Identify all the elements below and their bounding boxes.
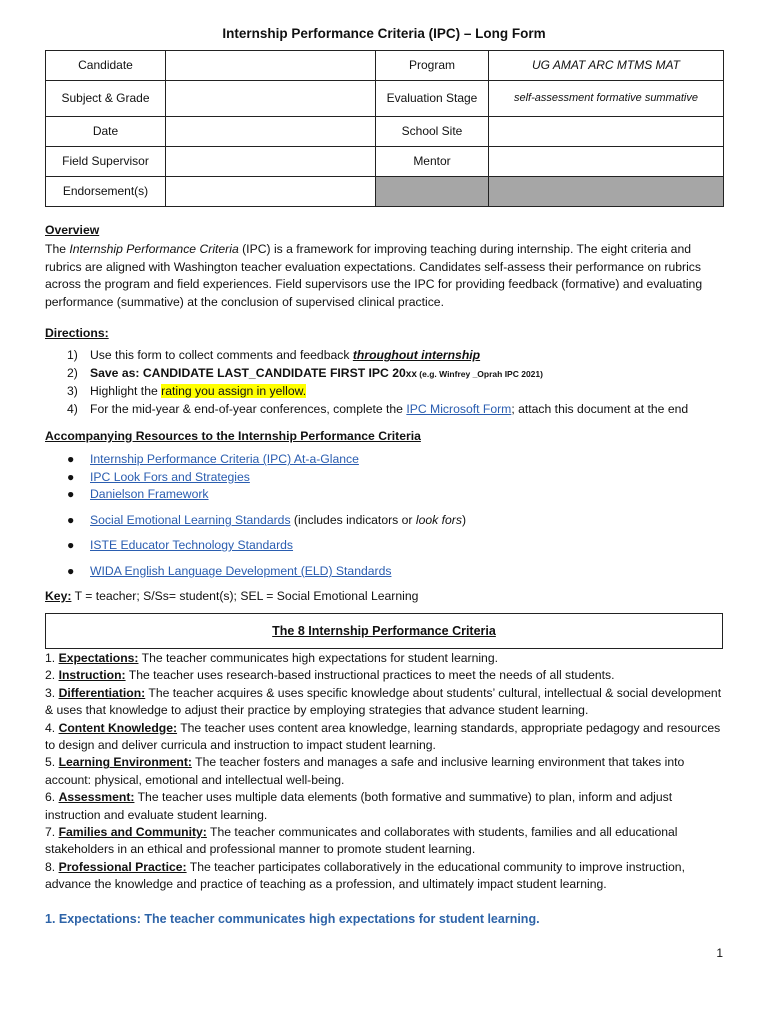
criterion-item: 6. Assessment: The teacher uses multiple data elements (both formative and summative) to plan, inform and adjust instruction and evaluate student learning.: [45, 790, 673, 822]
evaluation-stage-label: Evaluation Stage: [376, 81, 489, 117]
shaded-cell: [489, 177, 724, 207]
bullet-icon: ●: [67, 538, 75, 553]
criterion-item: 3. Differentiation: The teacher acquires & uses specific knowledge about students’ cultural, intellectual & social development & uses that knowledge to adjust their practice by employing strategies that advance student learning.: [45, 685, 722, 718]
directions-heading: Directions:: [45, 326, 109, 340]
list-item: 4) For the mid-year & end-of-year conferences, complete the IPC Microsoft Form; attach this document at the end: [67, 401, 689, 416]
ipc-microsoft-form-link[interactable]: IPC Microsoft Form: [406, 401, 512, 416]
page-number: 1: [716, 946, 723, 960]
directions-section: [45, 325, 725, 418]
candidate-info-table: [45, 50, 724, 207]
resource-link-danielson[interactable]: Danielson Framework: [90, 487, 209, 502]
criterion-item: 5. Learning Environment: The teacher fosters and manages a safe and inclusive learning environment that takes into account: physical, emotional and intellectual well-being.: [45, 755, 685, 787]
key-text: T = teacher; S/Ss= student(s); SEL = Social Emotional Learning: [71, 589, 419, 603]
list-item: [45, 486, 725, 504]
section-heading-expectations: 1. Expectations: The teacher communicates high expectations for student learning.: [45, 912, 540, 926]
resource-link-sel-standards[interactable]: Social Emotional Learning Standards: [90, 512, 291, 527]
list-item: [45, 469, 725, 487]
list-item: 1) Use this form to collect comments and feedback throughout internship: [67, 348, 481, 363]
bullet-icon: ●: [67, 563, 75, 578]
resource-link-ipc-at-a-glance[interactable]: Internship Performance Criteria (IPC) At-a-Glance: [90, 452, 359, 467]
resource-link-iste[interactable]: ISTE Educator Technology Standards: [90, 538, 294, 553]
criterion-item: 7. Families and Community: The teacher communicates and collaborates with students, families and all educational stakeholders in an ethical and professional manner to promote student learning.: [45, 825, 678, 857]
criterion-item: 8. Professional Practice: The teacher participates collaboratively in the educational community to improve instruction, advance the knowledge and practice of teaching as a profession, and ultimately impact student learning.: [45, 859, 685, 892]
bullet-icon: ●: [67, 469, 75, 484]
criterion-item: 4. Content Knowledge: The teacher uses content area knowledge, learning standards, appropriate pedagogy and resources to design and deliver curricula and instruction to impact student learning.: [45, 720, 721, 753]
criteria-box-heading: The 8 Internship Performance Criteria: [45, 613, 723, 649]
date-value[interactable]: [166, 117, 376, 147]
evaluation-stage-options[interactable]: self-assessment formative summative: [489, 81, 724, 117]
field-supervisor-label: Field Supervisor: [46, 147, 166, 177]
criterion-item: 2. Instruction: The teacher uses research-based instructional practices to meet the needs of all students.: [45, 668, 615, 683]
list-item: ● Social Emotional Learning Standards (includes indicators or look fors): [45, 512, 725, 530]
resources-section: [45, 428, 725, 580]
shaded-cell: [376, 177, 489, 207]
resource-link-look-fors[interactable]: IPC Look Fors and Strategies: [90, 469, 250, 484]
yellow-highlight: rating you assign in yellow.: [161, 384, 307, 399]
endorsements-value[interactable]: [166, 177, 376, 207]
list-item: [45, 537, 725, 555]
date-label: Date: [46, 117, 166, 147]
candidate-label: Candidate: [46, 51, 166, 81]
school-site-label: School Site: [376, 117, 489, 147]
endorsements-label: Endorsement(s): [46, 177, 166, 207]
field-supervisor-value[interactable]: [166, 147, 376, 177]
candidate-value[interactable]: [166, 51, 376, 81]
overview-paragraph: The Internship Performance Criteria (IPC) is a framework for improving teaching during internship. The eight criteria and rubrics are aligned with Washington teacher evaluation expectations. Candidates self-assess their performance on rubrics across the program and field experiences. Field supervisors use the IPC for providing feedback (formative) and evaluating performance (summative) at the conclusion of supervised clinical practice.: [45, 242, 703, 309]
mentor-value[interactable]: [489, 147, 724, 177]
list-item: [45, 563, 725, 581]
resource-link-wida[interactable]: WIDA English Language Development (ELD) Standards: [90, 563, 392, 578]
criterion-item: 1. Expectations: The teacher communicates high expectations for student learning.: [45, 651, 498, 665]
overview-section: [45, 222, 725, 311]
list-item: [45, 451, 725, 469]
directions-list: [45, 347, 725, 418]
resources-list: [45, 451, 725, 580]
list-item: 2) Save as: CANDIDATE LAST_CANDIDATE FIRST IPC 20xx (e.g. Winfrey _Oprah IPC 2021): [67, 365, 543, 380]
subject-grade-label: Subject & Grade: [46, 81, 166, 117]
overview-heading: Overview: [45, 223, 100, 237]
bullet-icon: ●: [67, 512, 75, 527]
bullet-icon: ●: [67, 452, 75, 467]
resources-heading: Accompanying Resources to the Internship Performance Criteria: [45, 429, 421, 443]
key-line: [45, 588, 725, 605]
mentor-label: Mentor: [376, 147, 489, 177]
school-site-value[interactable]: [489, 117, 724, 147]
program-label: Program: [376, 51, 489, 81]
page-title: Internship Performance Criteria (IPC) – Long Form: [222, 26, 546, 41]
program-options[interactable]: UG AMAT ARC MTMS MAT: [489, 51, 724, 81]
list-item: 3) Highlight the rating you assign in yellow.: [67, 384, 307, 399]
bullet-icon: ●: [67, 487, 75, 502]
criteria-list: [45, 650, 723, 894]
key-label: Key:: [45, 589, 72, 603]
subject-grade-value[interactable]: [166, 81, 376, 117]
